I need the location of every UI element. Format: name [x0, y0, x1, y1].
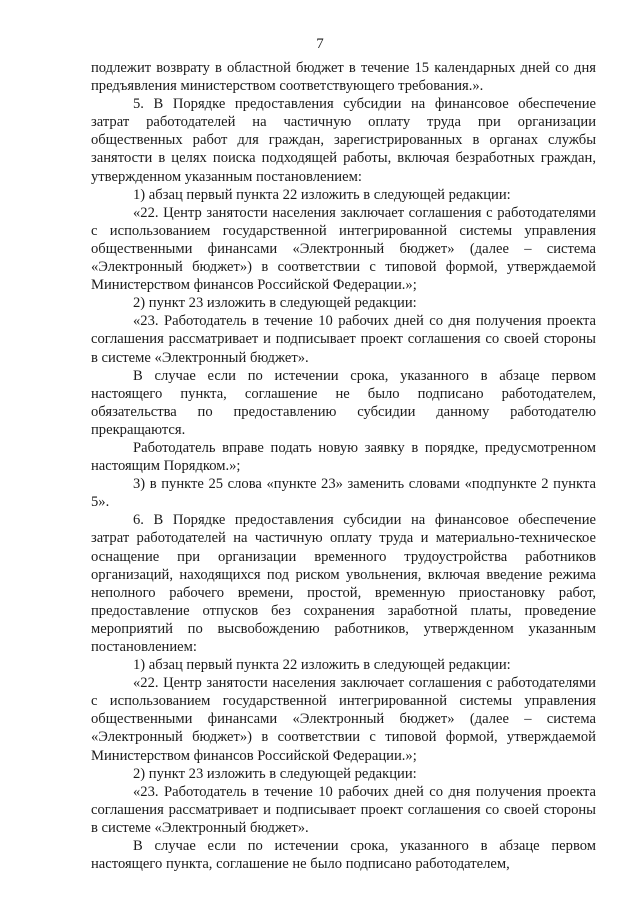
paragraph: «23. Работодатель в течение 10 рабочих дней со дня получения проекта соглашения рассматривает и подписывает проект соглашения со своей стороны в системе «Электронный бюджет». — [91, 313, 596, 366]
paragraph: 1) абзац первый пункта 22 изложить в следующей редакции: — [133, 186, 511, 203]
paragraph: 3) в пункте 25 слова «пункте 23» заменить словами «подпункте 2 пункта 5». — [91, 476, 596, 511]
paragraph: «23. Работодатель в течение 10 рабочих дней со дня получения проекта соглашения рассматривает и подписывает проект соглашения со своей стороны в системе «Электронный бюджет». — [91, 783, 596, 836]
paragraph: подлежит возврату в областной бюджет в течение 15 календарных дней со дня предъявления министерством соответствующего требования.». — [91, 60, 596, 95]
paragraph: «22. Центр занятости населения заключает соглашения с работодателями с использованием государственной интегрированной системы управления общественными финансами «Электронный бюджет» (далее – система «Электронный бюджет») в соответствии с типовой формой, утверждаемой Министерством финансов Российской Федерации.»; — [91, 204, 596, 294]
paragraph: В случае если по истечении срока, указанного в абзаце первом настоящего пункта, соглашение не было подписано работодателем, — [91, 838, 596, 873]
paragraph: «22. Центр занятости населения заключает соглашения с работодателями с использованием государственной интегрированной системы управления общественными финансами «Электронный бюджет» (далее – система «Электронный бюджет») в соответствии с типовой формой, утверждаемой Министерством финансов Российской Федерации.»; — [91, 675, 596, 764]
paragraph: 5. В Порядке предоставления субсидии на финансовое обеспечение затрат работодателей на частичную оплату труда при организации общественных работ для граждан, зарегистрированных в органах службы занятости в целях поиска подходящей работы, включая безработных граждан, утвержденном указанным постановлением: — [91, 96, 596, 185]
page-number: 7 — [316, 36, 324, 52]
document-body — [91, 59, 596, 873]
paragraph: 6. В Порядке предоставления субсидии на финансовое обеспечение затрат работодателей на частичную оплату труда и материально-техническое оснащение при организации временного трудоустройства работников организаций, находящихся под риском увольнения, включая введение режима неполного рабочего времени, простой, временную приостановку работ, предоставление отпусков без сохранения заработной платы, проведение мероприятий по высвобождению работников, утвержденном указанным постановлением: — [91, 512, 596, 655]
paragraph: 2) пункт 23 изложить в следующей редакции: — [133, 295, 417, 312]
paragraph: В случае если по истечении срока, указанного в абзаце первом настоящего пункта, соглашение не было подписано работодателем, обязательства по предоставлению субсидии данному работодателю прекращаются. — [91, 367, 596, 438]
paragraph: 2) пункт 23 изложить в следующей редакции: — [133, 765, 417, 782]
paragraph: 1) абзац первый пункта 22 изложить в следующей редакции: — [133, 657, 511, 674]
paragraph: Работодатель вправе подать новую заявку в порядке, предусмотренном настоящим Порядком.»; — [91, 439, 596, 475]
